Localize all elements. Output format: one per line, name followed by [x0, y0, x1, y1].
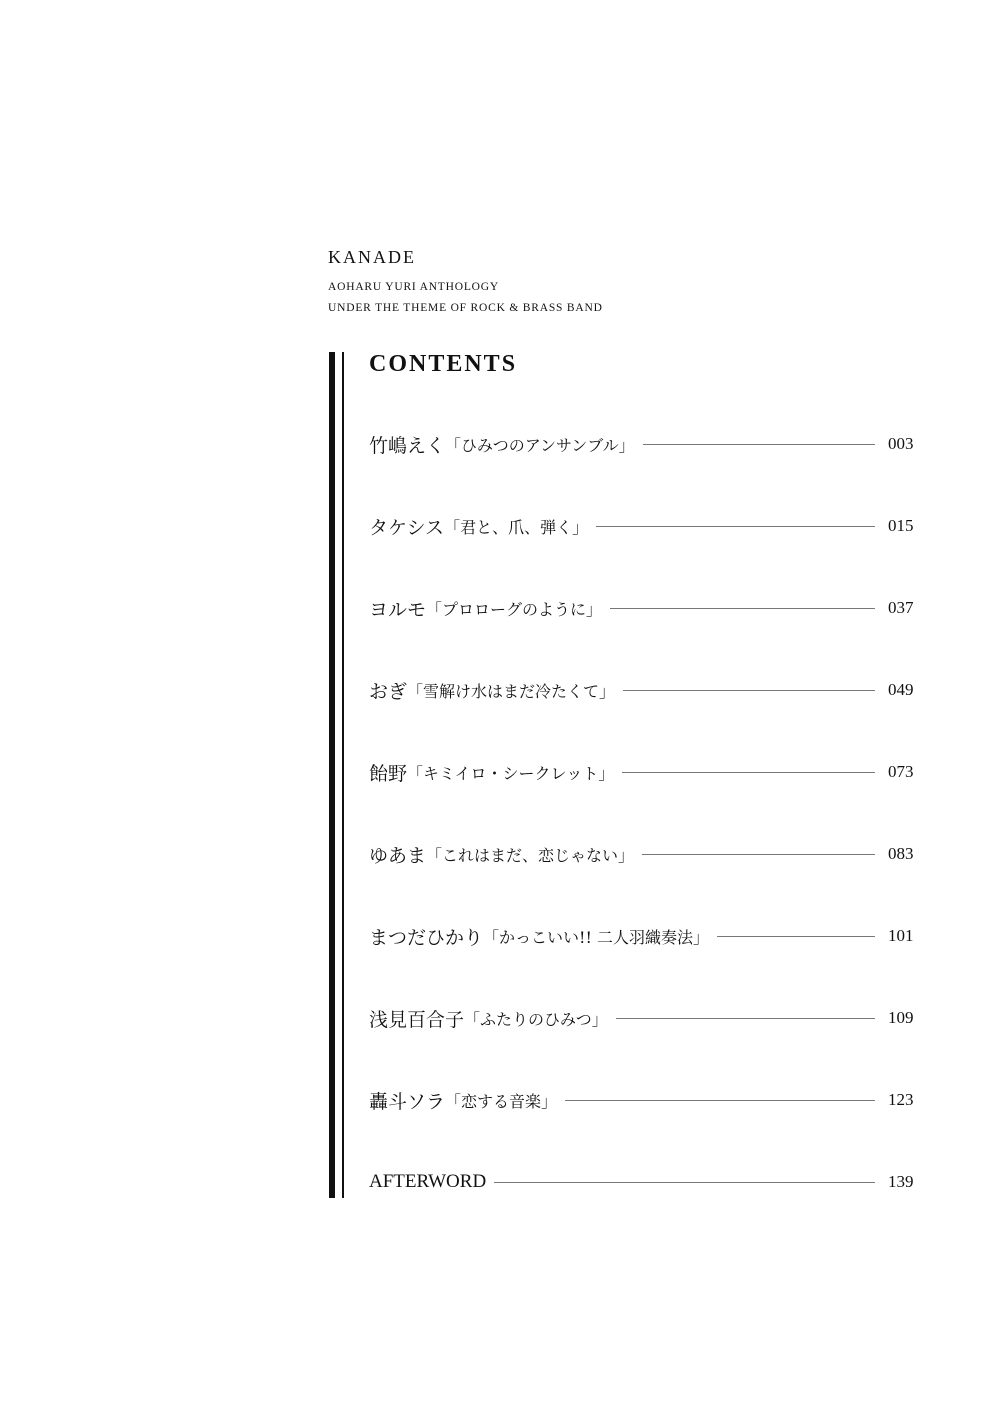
book-subtitle-line1: AOHARU YURI ANTHOLOGY	[328, 281, 499, 293]
decorative-thick-rule	[329, 352, 335, 1198]
toc-page-number: 109	[888, 1008, 914, 1027]
toc-leader-line	[596, 526, 875, 527]
toc-leader-line	[623, 690, 875, 691]
toc-page-number: 037	[888, 598, 914, 617]
toc-story-title: 「ふたりのひみつ」	[464, 1009, 608, 1029]
toc-author: 浅見百合子	[369, 1008, 465, 1031]
toc-story-title: 「かっこいい!! 二人羽織奏法」	[483, 927, 709, 947]
toc-entry[interactable]	[369, 511, 922, 541]
toc-leader-line	[565, 1100, 875, 1101]
toc-leader-line	[616, 1018, 875, 1019]
toc-page-number: 003	[888, 434, 914, 453]
toc-story-title: 「プロローグのように」	[426, 599, 603, 619]
toc-author: 飴野	[369, 762, 408, 785]
toc-entry-afterword[interactable]	[369, 1167, 922, 1197]
toc-author: 竹嶋えく	[369, 434, 446, 457]
toc-leader-line	[610, 608, 875, 609]
toc-entry[interactable]	[369, 1085, 922, 1115]
toc-story-title: 「これはまだ、恋じゃない」	[426, 845, 635, 865]
toc-leader-line	[717, 936, 875, 937]
toc-leader-line	[643, 444, 875, 445]
toc-page-number: 083	[888, 844, 914, 863]
toc-page-number: 123	[888, 1090, 914, 1109]
toc-entry[interactable]	[369, 921, 922, 951]
toc-author: ゆあま	[369, 844, 427, 867]
toc-entry[interactable]	[369, 593, 922, 623]
toc-story-title: 「恋する音楽」	[445, 1091, 558, 1111]
toc-author: タケシス	[369, 516, 445, 539]
toc-entry[interactable]	[369, 1003, 922, 1033]
toc-page-number: 073	[888, 762, 914, 781]
toc-author: おぎ	[369, 680, 408, 703]
toc-leader-line	[494, 1182, 875, 1183]
toc-entry[interactable]	[369, 757, 922, 787]
book-title: KANADE	[328, 247, 416, 267]
toc-entry[interactable]	[369, 429, 922, 459]
toc-story-title: 「雪解け水はまだ冷たくて」	[407, 681, 616, 701]
toc-leader-line	[642, 854, 875, 855]
toc-page-number: 101	[888, 926, 914, 945]
contents-heading: CONTENTS	[369, 351, 518, 377]
toc-entry[interactable]	[369, 839, 922, 869]
toc-author: 轟斗ソラ	[369, 1090, 446, 1113]
book-subtitle-line2: UNDER THE THEME OF ROCK & BRASS BAND	[328, 302, 603, 314]
toc-afterword-label: AFTERWORD	[369, 1171, 487, 1192]
toc-story-title: 「キミイロ・シークレット」	[407, 763, 615, 783]
toc-page-number: 015	[888, 516, 914, 535]
toc-page-number: 139	[888, 1172, 914, 1191]
toc-story-title: 「君と、爪、弾く」	[444, 517, 589, 537]
toc-author: ヨルモ	[369, 598, 427, 621]
toc-story-title: 「ひみつのアンサンブル」	[445, 435, 635, 455]
toc-entry[interactable]	[369, 675, 922, 705]
book-header	[328, 246, 603, 319]
toc-page-number: 049	[888, 680, 914, 699]
decorative-thin-rule	[342, 352, 344, 1198]
toc-leader-line	[622, 772, 875, 773]
toc-author: まつだひかり	[369, 926, 484, 949]
